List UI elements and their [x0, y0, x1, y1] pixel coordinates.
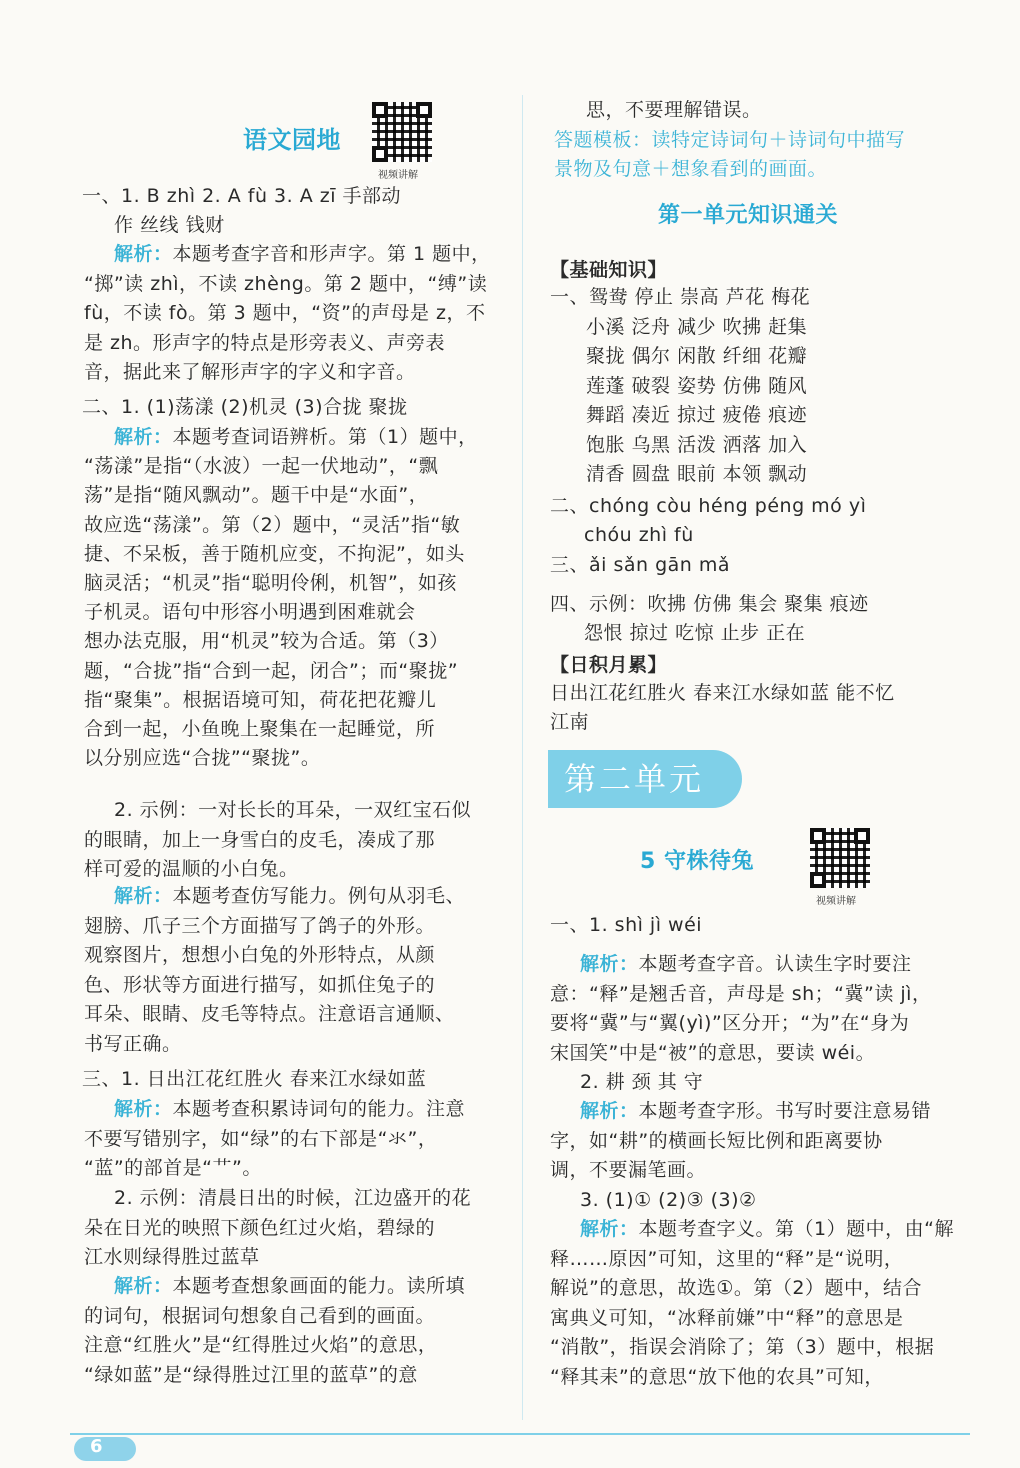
pinyin2-line-2: chóu zhì fù	[584, 524, 694, 546]
q2a-line: 合到一起，小鱼晚上聚集在一起睡觉，所	[84, 718, 436, 740]
q2a-line: 子机灵。语句中形容小明遇到困难就会	[84, 601, 416, 624]
lesson-q2: 2. 耕 颈 其 守	[580, 1071, 704, 1093]
q3a-line: 不要写错别字，如“绿”的右下部是“氺”，	[84, 1127, 438, 1150]
q1-line-2: 作 丝线 钱财	[114, 214, 225, 236]
l2a-line: 解析：本题考查字形。书写时要注意易错	[580, 1100, 932, 1122]
q2a-line: 脑灵活；“机灵”指“聪明伶俐，机智”，如孩	[84, 572, 457, 594]
qr-code-icon[interactable]	[372, 102, 432, 162]
q2a-line: 题，“合拢”指“合到一起，闭合”；而“聚拢”	[84, 659, 459, 682]
l2a-line: 字，如“耕”的横画长短比例和距离要协	[550, 1129, 883, 1152]
column-divider	[522, 95, 523, 1420]
l3a-line: “消散”，指误会消除了；第（3）题中，根据	[550, 1336, 935, 1358]
q2a-line: 指“聚集”。根据语境可知，荷花把花瓣儿	[84, 688, 437, 711]
q1-line-1: 一、1. B zhì 2. A fù 3. A zī 手部动	[82, 185, 402, 207]
q2a-line: 想办法克服，用“机灵”较为合适。第（3）	[84, 630, 449, 653]
lesson-q3: 3. (1)① (2)③ (3)②	[580, 1189, 757, 1211]
page-badge	[74, 1437, 136, 1461]
qr-caption: 视频讲解	[816, 896, 856, 907]
q22-line: 样可爱的温顺的小白兔。	[84, 858, 299, 880]
continued-text: 思，不要理解错误。	[586, 99, 762, 121]
l1a-line: 宋国笑”中是“被”的意思，要读 wéi。	[550, 1041, 876, 1064]
analysis-label: 解析：	[114, 243, 173, 265]
pinyin3-line: 三、ǎi sǎn gān mǎ	[550, 554, 731, 576]
q1a-line: 是 zh。形声字的特点是形旁表义、声旁表	[84, 331, 446, 354]
analysis-label: 解析：	[114, 426, 173, 448]
word-row: 清香 圆盘 眼前 本领 飘动	[586, 463, 808, 485]
q22a-line: 耳朵、眼睛、皮毛等特点。注意语言通顺、	[84, 1003, 455, 1025]
l1a-line: 要将“冀”与“翼(yì)”区分开；“为”在“身为	[550, 1012, 910, 1034]
word-row: 饱胀 乌黑 活泼 洒落 加入	[586, 433, 808, 456]
l3a-line: “释其耒”的意思“放下他的农具”可知，	[550, 1365, 884, 1388]
q22a-line: 翅膀、爪子三个方面描写了鸽子的外形。	[84, 914, 436, 937]
footer-line	[70, 1433, 970, 1435]
pinyin2-line-1: 二、chóng còu héng péng mó yì	[550, 495, 867, 517]
word-row: 聚拢 偶尔 闲散 纤细 花瓣	[586, 345, 808, 367]
analysis-label: 解析：	[580, 1218, 639, 1240]
daily-line-2: 江南	[550, 711, 590, 733]
word-row: 莲蓬 破裂 姿势 仿佛 随风	[586, 374, 808, 397]
q2a-line: 故应选“荡漾”。第（2）题中，“灵活”指“敏	[84, 513, 461, 536]
daily-line-1: 日出江花红胜火 春来江水绿如蓝 能不忆	[550, 682, 895, 704]
q2a-line: “荡漾”是指“（水波）一起一伏地动”，“飘	[84, 455, 439, 478]
template-line-1: 答题模板：读特定诗词句＋诗词句中描写	[554, 129, 906, 151]
section1-title: 第一单元知识通关	[658, 203, 839, 228]
analysis-label: 解析：	[114, 885, 173, 907]
q22a-line: 解析：本题考查仿写能力。例句从羽毛、	[114, 885, 466, 907]
l1a-line: 解析：本题考查字音。认读生字时要注	[580, 953, 912, 975]
qr-caption: 视频讲解	[378, 170, 418, 181]
q32-line: 朵在日光的映照下颜色红过火焰，碧绿的	[84, 1216, 436, 1239]
examples4-line-1: 四、示例：吹拂 仿佛 集会 聚集 痕迹	[550, 593, 869, 615]
q1a-line: 解析：本题考查字音和形声字。第 1 题中，	[114, 243, 491, 265]
q3-line: 三、1. 日出江花红胜火 春来江水绿如蓝	[82, 1068, 427, 1090]
q2a-line: 捷、不呆板，善于随机应变，不拘泥”，如头	[84, 542, 465, 565]
word-row: 舞蹈 凑近 掠过 疲倦 痕迹	[586, 404, 808, 426]
l3a-line: 寓典义可知，“冰释前嫌”中“释”的意思是	[550, 1306, 904, 1329]
lesson-q1: 一、1. shì jì wéi	[550, 914, 703, 936]
q1a-line: “掷”读 zhì，不读 zhèng。第 2 题中，“缚”读	[84, 272, 488, 295]
q22a-line: 色、形状等方面进行描写，如抓住兔子的	[84, 973, 436, 996]
q32-line: 2. 示例：清晨日出的时候，江边盛开的花	[114, 1187, 472, 1209]
analysis-label: 解析：	[580, 953, 639, 975]
daily-label: 【日积月累】	[550, 654, 668, 676]
basic-knowledge-label: 【基础知识】	[550, 259, 668, 281]
q3a-line: 解析：本题考查积累诗词句的能力。注意	[114, 1098, 466, 1120]
q22a-line: 书写正确。	[84, 1032, 182, 1055]
q22-line: 2. 示例：一对长长的耳朵，一双红宝石似	[114, 799, 472, 821]
q3a-line: “蓝”的部首是“艹”。	[84, 1157, 262, 1179]
l1a-line: 意：“释”是翘舌音，声母是 sh；“冀”读 jì，	[550, 982, 932, 1005]
section-title: 语文园地	[243, 126, 341, 154]
q2a-line: 解析：本题考查词语辨析。第（1）题中，	[114, 426, 478, 448]
template-line-2: 景物及句意＋想象看到的画面。	[554, 158, 828, 180]
qr-code-icon[interactable]	[810, 828, 870, 888]
q32a-line: 的词句，根据词句想象自己看到的画面。	[84, 1304, 436, 1327]
q1a-line: 音，据此来了解形声字的字义和字音。	[84, 361, 416, 383]
q22a-line: 观察图片，想想小白兔的外形特点，从颜	[84, 944, 436, 966]
q2a-line: 以分别应选“合拢”“聚拢”。	[84, 747, 321, 770]
q1a-line: fù，不读 fò。第 3 题中，“资”的声母是 z，不	[84, 302, 486, 324]
page-number: 6	[90, 1436, 103, 1457]
q32-line: 江水则绿得胜过蓝草	[84, 1246, 260, 1268]
unit-banner: 第二单元	[548, 750, 742, 808]
lesson-title: 5 守株待兔	[640, 849, 754, 874]
word-row: 一、鸳鸯 停止 崇高 芦花 梅花	[550, 286, 811, 308]
q32a-line: 解析：本题考查想象画面的能力。读所填	[114, 1275, 466, 1297]
q2-line: 二、1. (1)荡漾 (2)机灵 (3)合拢 聚拢	[82, 396, 408, 418]
analysis-label: 解析：	[114, 1098, 173, 1120]
l2a-line: 调，不要漏笔画。	[550, 1159, 707, 1181]
q32a-line: “绿如蓝”是“绿得胜过江里的蓝草”的意	[84, 1363, 418, 1386]
q32a-line: 注意“红胜火”是“红得胜过火焰”的意思，	[84, 1334, 438, 1356]
analysis-label: 解析：	[114, 1275, 173, 1297]
q2a-line: 荡”是指“随风飘动”。题干中是“水面”，	[84, 484, 429, 507]
analysis-label: 解析：	[580, 1100, 639, 1122]
l3a-line: 释……原因”可知，这里的“释”是“说明，	[550, 1247, 904, 1270]
q22-line: 的眼睛，加上一身雪白的皮毛，凑成了那	[84, 828, 436, 851]
l3a-line: 解说”的意思，故选①。第（2）题中，结合	[550, 1277, 922, 1299]
l3a-line: 解析：本题考查字义。第（1）题中，由“解	[580, 1218, 954, 1240]
word-row: 小溪 泛舟 减少 吹拂 赶集	[586, 315, 808, 338]
examples4-line-2: 怨恨 掠过 吃惊 止步 正在	[584, 622, 806, 644]
